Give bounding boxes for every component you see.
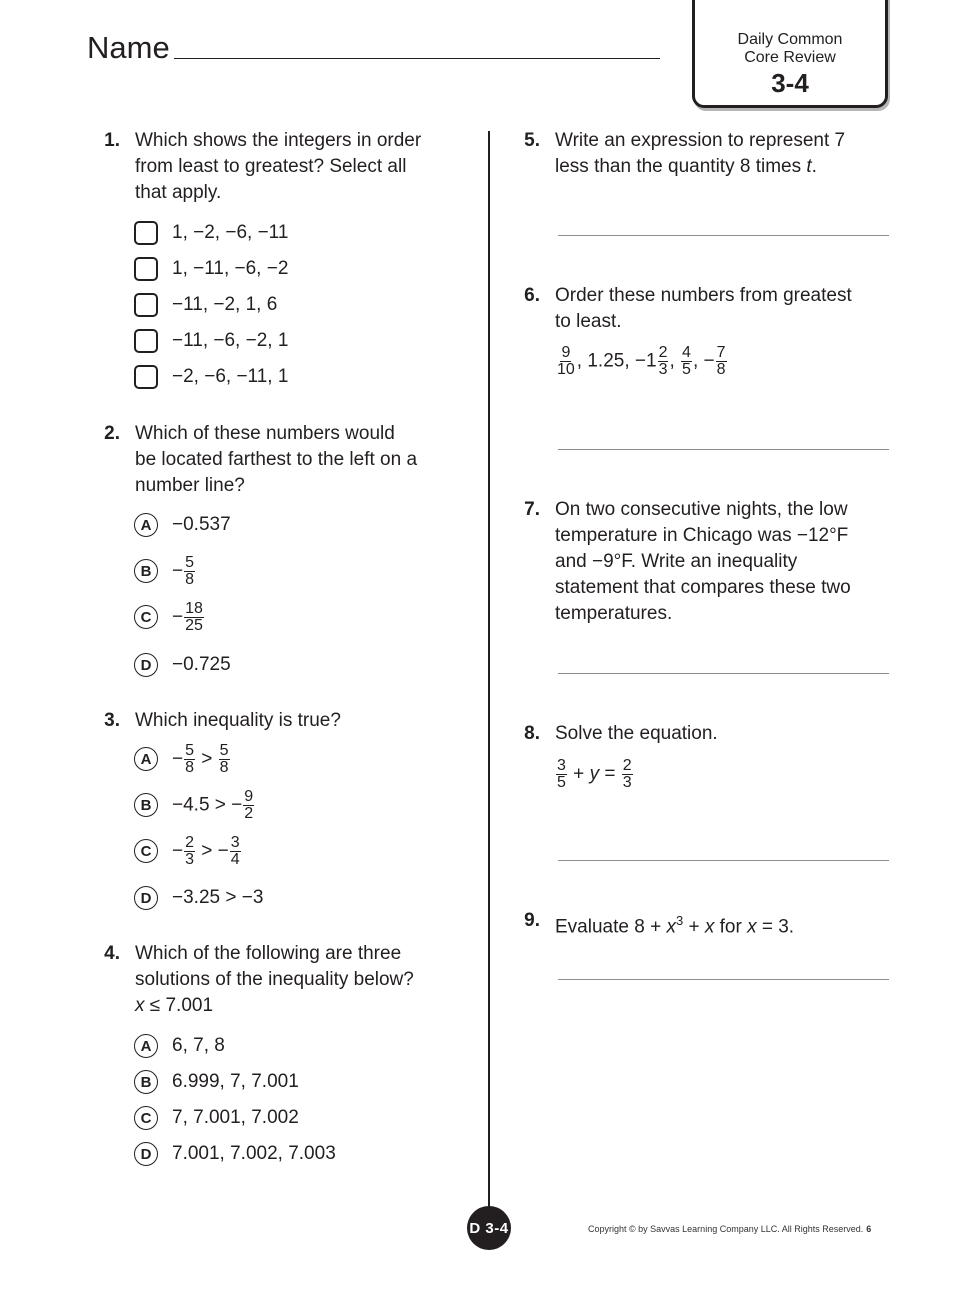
tab-title-line2: Core Review (744, 49, 836, 66)
equation: $\frac{3}{5}$ + y = $\frac{2}{3}$ (557, 757, 632, 791)
inequality-text: x ≤ 7.001 (135, 995, 214, 1016)
option-label: 1, −11, −6, −2 (172, 258, 289, 279)
option-checkbox-row[interactable] (134, 362, 289, 392)
checkbox-icon[interactable] (134, 329, 158, 353)
name-input-line[interactable] (174, 58, 660, 59)
question-text: solutions of the inequality below? (135, 969, 414, 990)
option-label: −2, −6, −11, 1 (172, 366, 289, 387)
question-text: Which of these numbers would (135, 423, 395, 444)
question-number: 2. (104, 423, 120, 444)
question-number: 1. (104, 130, 120, 151)
answer-bubble-a[interactable]: A (134, 747, 158, 771)
question-text: to least. (555, 311, 622, 332)
question-text: from least to greatest? Select all (135, 156, 407, 177)
option-a-row[interactable] (134, 510, 231, 540)
question-text: Which inequality is true? (135, 710, 341, 731)
option-a-row[interactable] (134, 741, 229, 776)
option-label: −3.25 > −3 (172, 887, 264, 908)
option-label: −0.725 (172, 654, 231, 675)
option-label: −4.5 > − $\frac{9}{2}$ (172, 787, 254, 822)
question-text: Write an expression to represent 7 (555, 130, 846, 151)
checkbox-icon[interactable] (134, 365, 158, 389)
question-text: temperatures. (555, 603, 673, 624)
name-label: Name (87, 30, 170, 65)
question-number: 6. (524, 285, 540, 306)
option-label: 7, 7.001, 7.002 (172, 1107, 299, 1128)
option-label: 7.001, 7.002, 7.003 (172, 1143, 336, 1164)
fraction: $\frac{4}{5}$ (682, 344, 691, 378)
question-number: 5. (524, 130, 540, 151)
question-text: Evaluate $8 + x^3 + x$ for x = 3. (555, 913, 795, 938)
question-text: number line? (135, 475, 245, 496)
fraction: $\frac{3}{4}$ (230, 833, 240, 868)
answer-line[interactable] (558, 979, 889, 980)
option-label: −0.537 (172, 514, 231, 535)
daily-review-tab (692, 0, 888, 108)
option-label: − $\frac{2}{3}$ > − $\frac{3}{4}$ (172, 833, 240, 868)
question-text: Solve the equation. (555, 723, 718, 744)
page-number: 6 (866, 1224, 872, 1234)
number-list: $\frac{9}{10}$ , 1.25, −1 $\frac{2}{3}$ , $\frac{4}{5}$ , − $\frac{7}{8}$ (557, 344, 726, 378)
option-label: 1, −2, −6, −11 (172, 222, 289, 243)
option-checkbox-row[interactable] (134, 326, 289, 356)
answer-line[interactable] (558, 673, 889, 674)
answer-bubble-a[interactable]: A (134, 1034, 158, 1058)
fraction: $\frac{9}{2}$ (244, 787, 254, 822)
option-b-row[interactable] (134, 787, 254, 822)
option-d-row[interactable] (134, 650, 231, 680)
answer-bubble-b[interactable]: B (134, 559, 158, 583)
checkbox-icon[interactable] (134, 221, 158, 245)
answer-bubble-c[interactable]: C (134, 605, 158, 629)
question-text: and −9°F. Write an inequality (555, 551, 798, 572)
option-d-row[interactable] (134, 1139, 336, 1169)
question-text: On two consecutive nights, the low (555, 499, 848, 520)
question-number: 3. (104, 710, 120, 731)
fraction: $\frac{5}{8}$ (219, 741, 229, 776)
option-label: −11, −2, 1, 6 (172, 294, 278, 315)
tab-lesson-number: 3-4 (771, 68, 809, 98)
question-text: Order these numbers from greatest (555, 285, 852, 306)
answer-bubble-d[interactable]: D (134, 886, 158, 910)
fraction: $\frac{18}{25}$ (185, 599, 203, 634)
answer-bubble-c[interactable]: C (134, 839, 158, 863)
option-c-row[interactable] (134, 599, 203, 634)
question-number: 7. (524, 499, 540, 520)
option-c-row[interactable] (134, 833, 240, 868)
answer-bubble-b[interactable]: B (134, 1070, 158, 1094)
fraction: $\frac{2}{3}$ (185, 833, 195, 868)
answer-line[interactable] (558, 235, 889, 236)
question-text: less than the quantity 8 times t. (555, 156, 817, 177)
option-b-row[interactable] (134, 553, 195, 588)
copyright-notice: Copyright © by Savvas Learning Company LLC. All Rights Reserved. 6 (588, 1224, 872, 1234)
question-text: Which shows the integers in order (135, 130, 422, 151)
option-b-row[interactable] (134, 1067, 299, 1097)
option-label: −11, −6, −2, 1 (172, 330, 289, 351)
option-d-row[interactable] (134, 883, 264, 913)
answer-line[interactable] (558, 449, 889, 450)
question-number: 8. (524, 723, 540, 744)
answer-bubble-b[interactable]: B (134, 793, 158, 817)
question-text: Which of the following are three (135, 943, 402, 964)
answer-bubble-a[interactable]: A (134, 513, 158, 537)
fraction: $\frac{5}{8}$ (185, 553, 195, 588)
fraction: $\frac{2}{3}$ (622, 757, 632, 791)
option-label: − $\frac{5}{8}$ (172, 553, 195, 588)
answer-line[interactable] (558, 860, 889, 861)
fraction: $\frac{7}{8}$ (716, 344, 726, 378)
checkbox-icon[interactable] (134, 257, 158, 281)
question-text: that apply. (135, 182, 222, 203)
answer-bubble-d[interactable]: D (134, 653, 158, 677)
question-text: statement that compares these two (555, 577, 851, 598)
question-number: 9. (524, 910, 540, 931)
lesson-badge: D 3-4 (467, 1206, 511, 1250)
option-checkbox-row[interactable] (134, 254, 289, 284)
option-checkbox-row[interactable] (134, 290, 278, 320)
answer-bubble-c[interactable]: C (134, 1106, 158, 1130)
answer-bubble-d[interactable]: D (134, 1142, 158, 1166)
question-number: 4. (104, 943, 120, 964)
column-divider (488, 131, 490, 1216)
fraction: $\frac{5}{8}$ (185, 741, 195, 776)
option-label: − $\frac{18}{25}$ (172, 599, 203, 634)
fraction: $\frac{9}{10}$ (557, 344, 575, 378)
question-text: be located farthest to the left on a (135, 449, 418, 470)
option-label: 6, 7, 8 (172, 1035, 225, 1056)
fraction: $\frac{3}{5}$ (557, 757, 566, 791)
option-a-row[interactable] (134, 1031, 225, 1061)
checkbox-icon[interactable] (134, 293, 158, 317)
fraction: $\frac{2}{3}$ (658, 344, 668, 378)
tab-title-line1: Daily Common (737, 31, 843, 48)
option-label: 6.999, 7, 7.001 (172, 1071, 299, 1092)
option-label: − $\frac{5}{8}$ > $\frac{5}{8}$ (172, 741, 229, 776)
question-text: temperature in Chicago was −12°F (555, 525, 849, 546)
option-checkbox-row[interactable] (134, 218, 289, 248)
option-c-row[interactable] (134, 1103, 299, 1133)
